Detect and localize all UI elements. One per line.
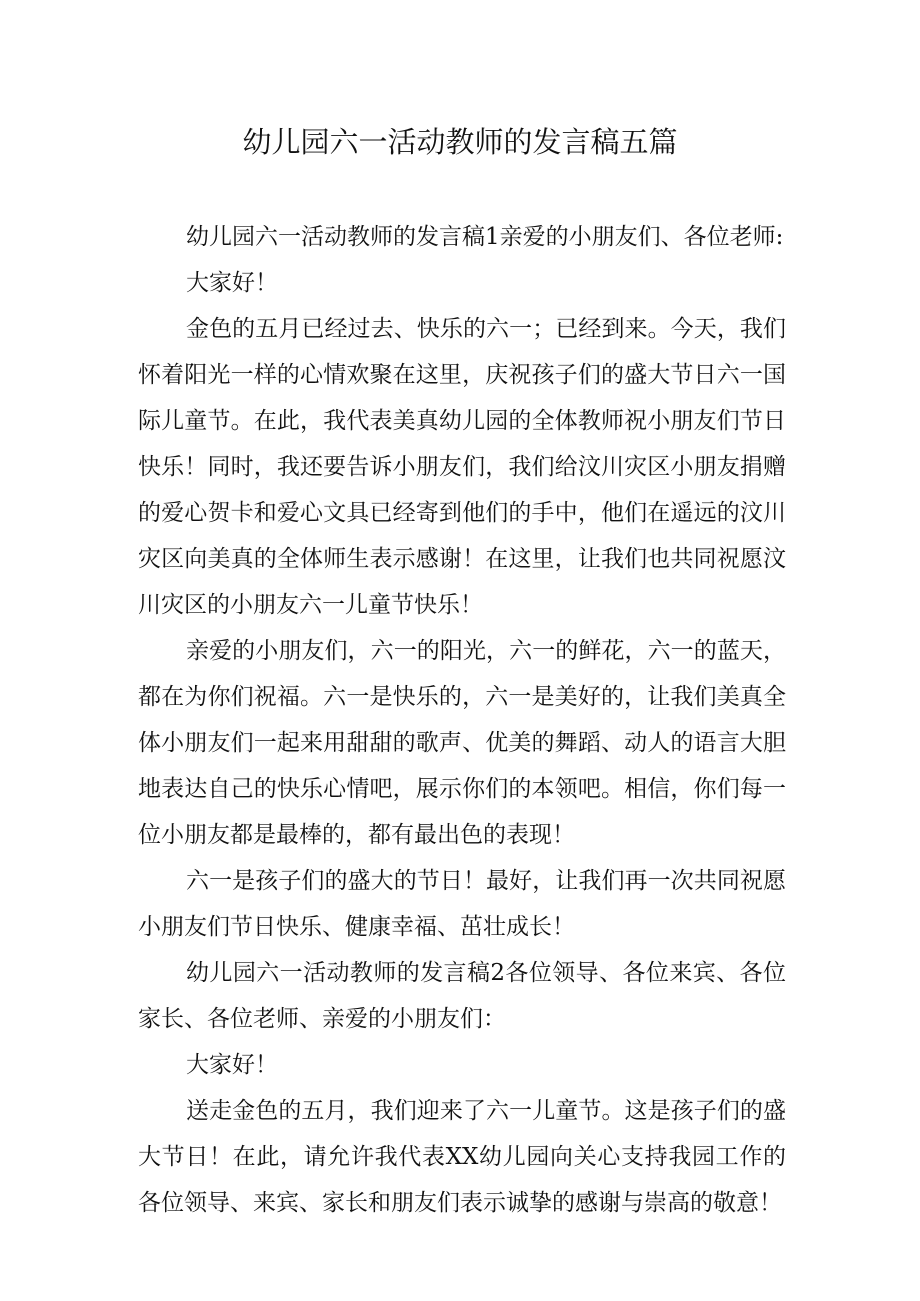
paragraph-speech-2-body-1: 送走金色的五月，我们迎来了六一儿童节。这是孩子们的盛大节日！在此，请允许我代表XX幼儿园向关心支持我园工作的各位领导、来宾、家长和朋友们表示诚挚的感谢与崇高的敬意！ bbox=[138, 1098, 786, 1216]
paragraph-speech-1-body-2: 亲爱的小朋友们，六一的阳光，六一的鲜花，六一的蓝天，都在为你们祝福。六一是快乐的，六一是美好的，让我们美真全体小朋友们一起来用甜甜的歌声、优美的舞蹈、动人的语言大胆地表达自己的快乐心情吧，展示你们的本领吧。相信，你们每一位小朋友都是最棒的，都有最出色的表现！ bbox=[138, 638, 786, 848]
paragraph-greeting-1: 大家好！ bbox=[186, 270, 278, 296]
paragraph-greeting-2: 大家好！ bbox=[186, 1052, 278, 1078]
paragraph-speech-1-body-1: 金色的五月已经过去、快乐的六一；已经到来。今天，我们怀着阳光一样的心情欢聚在这里，庆祝孩子们的盛大节日六一国际儿童节。在此，我代表美真幼儿园的全体教师祝小朋友们节日快乐！同时，我还要告诉小朋友们，我们给汶川灾区小朋友捐赠的爱心贺卡和爱心文具已经寄到他们的手中，他们在遥远的汶川灾区向美真的全体师生表示感谢！在这里，让我们也共同祝愿汶川灾区的小朋友六一儿童节快乐！ bbox=[138, 316, 786, 618]
paragraph-speech-2-opening: 幼儿园六一活动教师的发言稿2各位领导、各位来宾、各位家长、各位老师、亲爱的小朋友们： bbox=[138, 960, 786, 1032]
document-body bbox=[138, 214, 786, 1226]
document-title: 幼儿园六一活动教师的发言稿五篇 bbox=[242, 125, 678, 159]
paragraph-speech-1-closing: 六一是孩子们的盛大的节日！最好，让我们再一次共同祝愿小朋友们节日快乐、健康幸福、茁壮成长！ bbox=[138, 868, 786, 940]
paragraph-speech-1-opening: 幼儿园六一活动教师的发言稿1亲爱的小朋友们、各位老师: bbox=[186, 224, 784, 250]
